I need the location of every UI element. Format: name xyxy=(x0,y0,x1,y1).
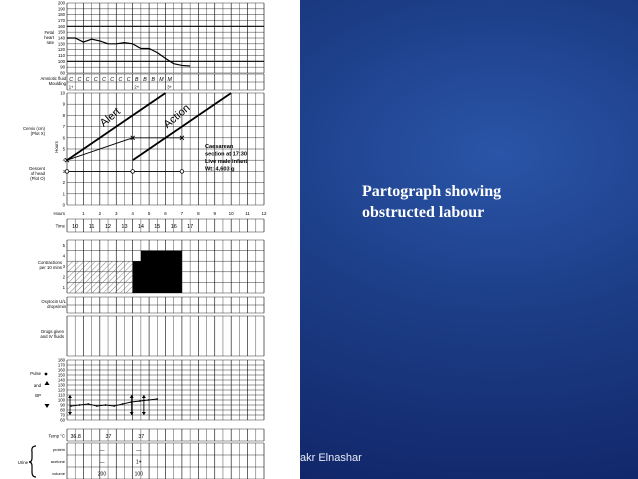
temp-label: Temp °C xyxy=(48,433,65,439)
hours-value: 4 xyxy=(131,211,134,216)
cervix-tick-label: 3 xyxy=(62,168,65,174)
fhr-axis-label: rate xyxy=(46,40,54,45)
contractions-tick-label: 3 xyxy=(62,264,65,269)
descent-o-mark xyxy=(62,168,69,174)
amniotic-fluid-value: M xyxy=(167,77,172,83)
time-grid xyxy=(67,219,264,232)
drugs-label: and IV fluids xyxy=(40,334,64,339)
fhr-axis-label: heart xyxy=(44,35,54,40)
fhr-axis-label: Fetal xyxy=(44,30,54,35)
pulse-marker-icon xyxy=(45,373,48,376)
bp-diastolic-arrow xyxy=(68,412,72,415)
caesarean-note-line: section at 17:30 xyxy=(205,151,247,158)
fhr-tick-label: 80 xyxy=(60,70,65,76)
amniotic-fluid-value: M xyxy=(159,77,164,83)
temp-value: 36.8 xyxy=(70,434,81,440)
drugs-grid xyxy=(67,316,264,356)
urine-value-col2: 1+ xyxy=(135,459,142,466)
amniotic-fluid-value: C xyxy=(102,77,106,83)
urine-grid xyxy=(67,443,264,479)
slide-title-line-1: Partograph showing xyxy=(362,183,502,200)
slide-title-line-2: obstructed labour xyxy=(362,204,485,221)
temp-value: 37 xyxy=(138,434,145,440)
amniotic-label: Amniotic fluid xyxy=(40,76,66,81)
time-value: 14 xyxy=(137,224,144,230)
hours-value: 10 xyxy=(228,211,234,216)
cervix-tick-label: 2 xyxy=(62,180,65,186)
pulse-point xyxy=(87,403,89,405)
bp-diastolic-arrow xyxy=(142,412,146,415)
fhr-tick-label: 100 xyxy=(57,58,65,64)
fhr-tick-label: 170 xyxy=(57,18,65,23)
temp-grid xyxy=(67,429,264,441)
urine-brace-icon xyxy=(29,446,36,477)
partograph-panel xyxy=(0,0,300,479)
cervix-grid xyxy=(67,93,264,205)
bp-systolic-arrow xyxy=(68,395,72,398)
and-label: and xyxy=(33,383,41,388)
pulse-bp-tick-label: 90 xyxy=(60,402,65,408)
bp-systolic-arrow xyxy=(130,395,134,398)
time-value: 10 xyxy=(72,224,79,230)
amniotic-fluid-value: C xyxy=(69,77,73,83)
pulse-bp-tick-label: 100 xyxy=(57,397,65,403)
pulse-point xyxy=(139,400,141,402)
moulding-value: 2+ xyxy=(134,84,140,90)
fhr-tick-label: 160 xyxy=(57,23,65,29)
slide-footer: akr Elnashar xyxy=(300,452,362,464)
urine-row-label: acetone xyxy=(50,459,65,464)
pulse-point xyxy=(79,404,81,406)
partograph-chart xyxy=(0,0,300,479)
pulse-point xyxy=(96,405,98,407)
bp-arrow-up-icon xyxy=(45,381,50,385)
fhr-tick-label: 90 xyxy=(60,64,65,70)
hours-value: 8 xyxy=(197,211,200,216)
time-value: 11 xyxy=(88,224,95,230)
amniotic-fluid-value: C xyxy=(126,77,131,83)
hours-value: 12 xyxy=(261,211,267,216)
contractions-solid-block xyxy=(141,251,182,293)
time-value: 16 xyxy=(170,224,177,230)
descent-o-mark xyxy=(180,170,184,174)
cervix-axis-label: (Plot X) xyxy=(30,131,45,136)
cervix-tick-label: 0 xyxy=(62,202,65,208)
amniotic-fluid-value: C xyxy=(118,77,123,83)
urine-value-col2: — xyxy=(136,447,142,454)
hours-value: 9 xyxy=(213,211,217,216)
time-value: 13 xyxy=(121,224,128,230)
pulse-bp-tick-label: 160 xyxy=(57,367,65,373)
contractions-tick-label: 5 xyxy=(62,242,65,248)
caesarean-note-line: Caesarean xyxy=(205,144,234,150)
pulse-point xyxy=(148,399,150,401)
cervix-hours-label: Hours xyxy=(54,141,59,153)
urine-label: Urine xyxy=(17,460,28,465)
cervix-tick-label: 1 xyxy=(62,191,65,197)
descent-o-mark xyxy=(131,170,135,174)
amniotic-fluid-value: B xyxy=(135,77,139,83)
cervix-tick-label: 4 xyxy=(62,157,65,163)
pulse-bp-tick-label: 60 xyxy=(60,417,65,423)
pulse-bp-tick-label: 110 xyxy=(58,392,65,398)
pulse-point xyxy=(105,404,107,406)
fhr-tick-label: 120 xyxy=(57,47,65,53)
bp-label: BP xyxy=(35,393,41,398)
action-line-label: Action xyxy=(161,102,193,131)
cervix-tick-label: 10 xyxy=(60,90,65,96)
fhr-tick-label: 110 xyxy=(58,53,65,58)
amniotic-fluid-value: C xyxy=(110,77,115,83)
time-row-label: Time xyxy=(55,223,65,229)
amniotic-label: Moulding xyxy=(48,81,66,86)
contractions-tick-label: 1 xyxy=(62,285,65,291)
urine-value-col2: 100 xyxy=(134,471,143,478)
contractions-tick-label: 2 xyxy=(62,274,65,280)
fhr-tick-label: 130 xyxy=(57,41,65,47)
bp-arrow-down-icon xyxy=(45,404,50,408)
hours-value: 7 xyxy=(180,211,184,216)
amniotic-fluid-value: B xyxy=(143,77,147,83)
drugs-label: Drugs given xyxy=(41,329,64,334)
pulse-bp-tick-label: 70 xyxy=(60,412,65,418)
caesarean-note-line: Live male infant xyxy=(205,159,248,165)
pulse-bp-tick-label: 180 xyxy=(57,357,65,363)
pulse-bp-grid xyxy=(67,360,264,420)
fhr-tick-label: 140 xyxy=(57,35,65,41)
cervix-tick-label: 5 xyxy=(62,146,65,152)
pulse-bp-tick-label: 80 xyxy=(60,407,65,413)
pulse-bp-tick-label: 140 xyxy=(57,377,65,383)
urine-value-col1: — xyxy=(99,447,105,454)
pulse-point xyxy=(113,405,115,407)
amniotic-fluid-value: B xyxy=(151,77,155,83)
urine-value-col1: 200 xyxy=(97,471,107,478)
cervix-tick-label: 7 xyxy=(62,124,65,130)
pulse-bp-tick-label: 130 xyxy=(57,382,65,388)
oxytocin-label: Oxytocin U/L xyxy=(41,299,66,304)
cervix-axis-label: Cervix (cm) xyxy=(23,126,45,131)
fhr-tick-label: 190 xyxy=(57,6,65,12)
hours-row-label: Hours xyxy=(53,211,65,216)
pulse-label: Pulse xyxy=(30,371,41,376)
alert-line-label: Alert xyxy=(97,105,123,130)
cervix-tick-label: 8 xyxy=(62,112,65,118)
bp-systolic-arrow xyxy=(142,395,146,398)
time-value: 12 xyxy=(104,224,112,230)
time-value: 17 xyxy=(187,224,194,230)
pulse-point xyxy=(122,403,124,405)
hours-value: 1 xyxy=(82,211,85,216)
contractions-hatched-block xyxy=(67,261,133,293)
contractions-tick-label: 4 xyxy=(62,253,65,259)
hours-value: 11 xyxy=(245,211,250,216)
slide-title xyxy=(362,181,622,223)
hours-value: 6 xyxy=(164,211,167,216)
descent-axis-label: of head xyxy=(30,171,45,176)
hours-value: 2 xyxy=(98,211,102,216)
oxytocin-label: drops/min xyxy=(47,304,66,309)
descent-axis-label: Descent xyxy=(29,166,45,171)
hours-value: 3 xyxy=(114,211,118,216)
urine-value-col1: — xyxy=(99,459,105,466)
pulse-point xyxy=(156,398,158,400)
contractions-label: Contractions xyxy=(37,260,62,265)
temp-value: 37 xyxy=(105,434,112,440)
moulding-value: 1+ xyxy=(68,84,74,90)
amniotic-fluid-value: C xyxy=(77,77,82,83)
cervix-tick-label: 9 xyxy=(62,101,65,107)
cervix-tick-label: 6 xyxy=(62,135,65,141)
pulse-bp-tick-label: 120 xyxy=(57,387,65,393)
fhr-tick-label: 180 xyxy=(57,12,65,18)
contractions-label: per 10 mins xyxy=(39,265,62,270)
amniotic-fluid-value: C xyxy=(93,77,98,83)
urine-row-label: volume xyxy=(52,471,65,476)
amniotic-fluid-value: C xyxy=(85,77,90,83)
time-value: 15 xyxy=(154,224,161,230)
caesarean-note-line: Wt: 4,603 g xyxy=(205,166,235,173)
hours-value: 5 xyxy=(147,211,151,216)
bp-diastolic-arrow xyxy=(130,412,134,415)
fhr-tick-label: 200 xyxy=(57,0,65,6)
fhr-grid xyxy=(67,3,264,73)
moulding-value: 3+ xyxy=(167,84,172,90)
pulse-bp-tick-label: 150 xyxy=(57,372,65,378)
fhr-tick-label: 150 xyxy=(57,29,65,35)
descent-axis-label: (Plot O) xyxy=(30,176,45,181)
oxytocin-grid xyxy=(67,297,264,313)
pulse-bp-tick-label: 170 xyxy=(57,362,65,368)
urine-row-label: protein xyxy=(52,447,65,452)
